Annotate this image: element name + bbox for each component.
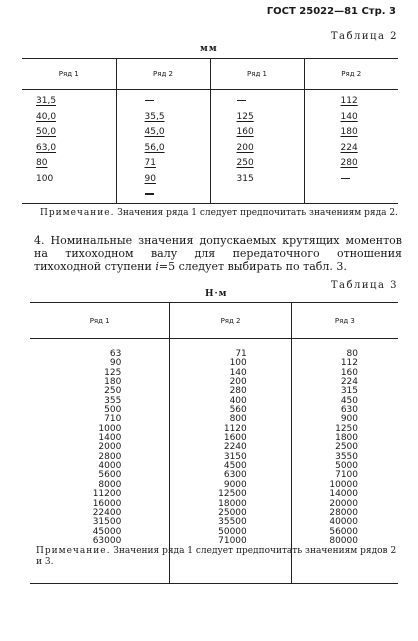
paragraph-4-var: i [155, 260, 159, 273]
table3-cell: 45000 [92, 526, 122, 537]
table3-cell: 2240 [223, 442, 247, 453]
table3-header-2: Ряд 2 [170, 303, 291, 339]
table2-cell: 63,0 [36, 142, 57, 153]
table2-cell: 80 [36, 158, 48, 168]
table3-cell: 71000 [218, 535, 247, 546]
table3-cell: 28000 [329, 507, 358, 518]
table3-cell: 450 [340, 395, 358, 406]
table3-cell: 355 [104, 395, 122, 406]
table3-cell: 2000 [98, 442, 122, 453]
table3-cell: 31500 [92, 517, 122, 528]
table3-cell: 40000 [329, 517, 358, 528]
table2-cell: 180 [340, 127, 358, 137]
table3-cell: 12500 [218, 489, 247, 500]
table2-cell: 45,0 [144, 127, 165, 137]
table2-col3 [210, 90, 304, 204]
table3-cell: 250 [104, 386, 122, 397]
table3-cell: 11200 [92, 489, 122, 500]
table3-col3-values [292, 350, 398, 546]
table3-cell: 900 [340, 414, 358, 425]
table3-cell: 5600 [98, 470, 122, 481]
dash-mark [145, 100, 154, 101]
table3-cell: 56000 [329, 526, 358, 537]
dash-mark [237, 100, 246, 101]
table3-cell: 315 [340, 386, 358, 397]
table3-note-label: Примечание. [36, 546, 111, 556]
table2-cell: 160 [236, 127, 254, 137]
table3-cell: 560 [229, 405, 247, 416]
table3-cell: 25000 [218, 507, 247, 518]
table2-col1 [22, 90, 116, 204]
table3-cell: 180 [104, 377, 122, 388]
table3-cell: 1600 [223, 433, 247, 444]
table2-cell: 200 [236, 142, 254, 153]
table3-col1-values [30, 350, 169, 546]
table3-cell: 20000 [329, 498, 358, 509]
table2-cell: 125 [236, 111, 254, 122]
table3-cell: 1800 [335, 433, 358, 444]
table3-unit: Н·м [205, 289, 228, 299]
table3-cell: 22400 [92, 507, 122, 518]
table3-cell: 6300 [223, 470, 247, 481]
table2-header-1: Ряд 1 [22, 59, 116, 90]
table3-cell: 112 [340, 358, 358, 369]
table3-cell: 140 [229, 367, 247, 378]
table3-cell: 50000 [218, 526, 247, 537]
table2-unit: мм [200, 44, 218, 54]
table3-cell: 800 [229, 414, 247, 425]
table3-cell: 125 [104, 367, 122, 378]
table3-header-3: Ряд 3 [291, 303, 398, 339]
table2-cell: 56,0 [144, 142, 165, 153]
table3-note [36, 546, 398, 568]
paragraph-4 [34, 234, 402, 273]
table3-cell: 80 [346, 349, 358, 359]
table2-cell: 100 [36, 173, 54, 184]
table2 [22, 58, 398, 204]
paragraph-4-part2: =5 следует выбирать по табл. 3. [158, 260, 347, 273]
table3-cell: 2800 [98, 451, 122, 462]
table3-header-1: Ряд 1 [30, 303, 170, 339]
table3-cell: 1250 [335, 423, 358, 434]
table3-caption: Таблица 3 [330, 280, 398, 291]
table3-cell: 1400 [98, 433, 122, 444]
table3-cell: 63000 [92, 535, 122, 546]
table3-cell: 90 [109, 358, 122, 369]
table3-cell: 8000 [98, 479, 122, 490]
table3-cell: 3550 [335, 451, 358, 462]
table2-cell: 40,0 [36, 111, 57, 122]
table3-cell: 160 [340, 367, 358, 378]
table2-cell: 112 [340, 96, 358, 106]
table3-cell: 80000 [329, 535, 358, 546]
table3-col2-values [170, 350, 290, 546]
table3-cell: 7100 [335, 470, 358, 481]
table3-cell: 630 [340, 405, 358, 416]
table3-cell: 4000 [98, 461, 122, 472]
table2-note-label: Примечание. [40, 208, 115, 218]
table3-cell: 280 [229, 386, 247, 397]
table2-cell: 224 [340, 142, 358, 153]
table2-cell: 31,5 [36, 96, 57, 106]
page-header: ГОСТ 25022—81 Стр. 3 [266, 6, 396, 17]
table2-col4 [304, 90, 398, 204]
table3-cell: 5000 [335, 461, 358, 472]
table2-note [40, 208, 398, 219]
table3-cell: 1000 [98, 423, 122, 434]
table2-cell: 35,5 [144, 111, 165, 122]
table3-cell: 1120 [223, 423, 247, 434]
table2-header-2: Ряд 2 [116, 59, 210, 90]
table3 [30, 302, 398, 584]
table2-cell: 90 [144, 173, 156, 184]
table3-cell: 100 [229, 358, 247, 369]
table2-col2 [116, 90, 210, 204]
table3-note-text: Значения ряда 1 следует предпочитать значениям рядов 2 и 3. [36, 546, 397, 567]
table2-cell: 71 [144, 158, 156, 168]
table2-cell: 50,0 [36, 127, 57, 137]
table3-cell: 500 [104, 405, 122, 416]
dash-mark [145, 193, 154, 195]
table2-cell: 280 [340, 158, 358, 168]
table2-header-3: Ряд 1 [210, 59, 304, 90]
table2-caption: Таблица 2 [330, 31, 398, 42]
table3-cell: 71 [235, 349, 247, 359]
table3-cell: 10000 [329, 479, 358, 490]
table2-cell: 140 [340, 111, 358, 122]
table3-cell: 3150 [223, 451, 247, 462]
table2-note-text: Значения ряда 1 следует предпочитать значениям ряда 2. [114, 208, 398, 218]
dash-mark [341, 178, 350, 179]
table2-cell: 250 [236, 158, 254, 168]
table3-cell: 14000 [329, 489, 358, 500]
table2-cell: 315 [236, 173, 254, 184]
table3-cell: 710 [104, 414, 122, 425]
table3-cell: 16000 [92, 498, 122, 509]
table3-cell: 400 [229, 395, 247, 406]
table3-cell: 2500 [335, 442, 358, 453]
table3-cell: 18000 [218, 498, 247, 509]
table2-header-4: Ряд 2 [304, 59, 398, 90]
table3-cell: 35500 [218, 517, 247, 528]
table3-cell: 4500 [223, 461, 247, 472]
table3-cell: 9000 [223, 479, 247, 490]
table3-cell: 224 [340, 377, 358, 388]
paragraph-4-part1: 4. Номинальные значения допускаемых крутящих моментов на тихоходном валу для передаточного отношения тихоходной ступени [34, 234, 402, 273]
table3-cell: 63 [109, 349, 122, 359]
table3-cell: 200 [229, 377, 247, 388]
